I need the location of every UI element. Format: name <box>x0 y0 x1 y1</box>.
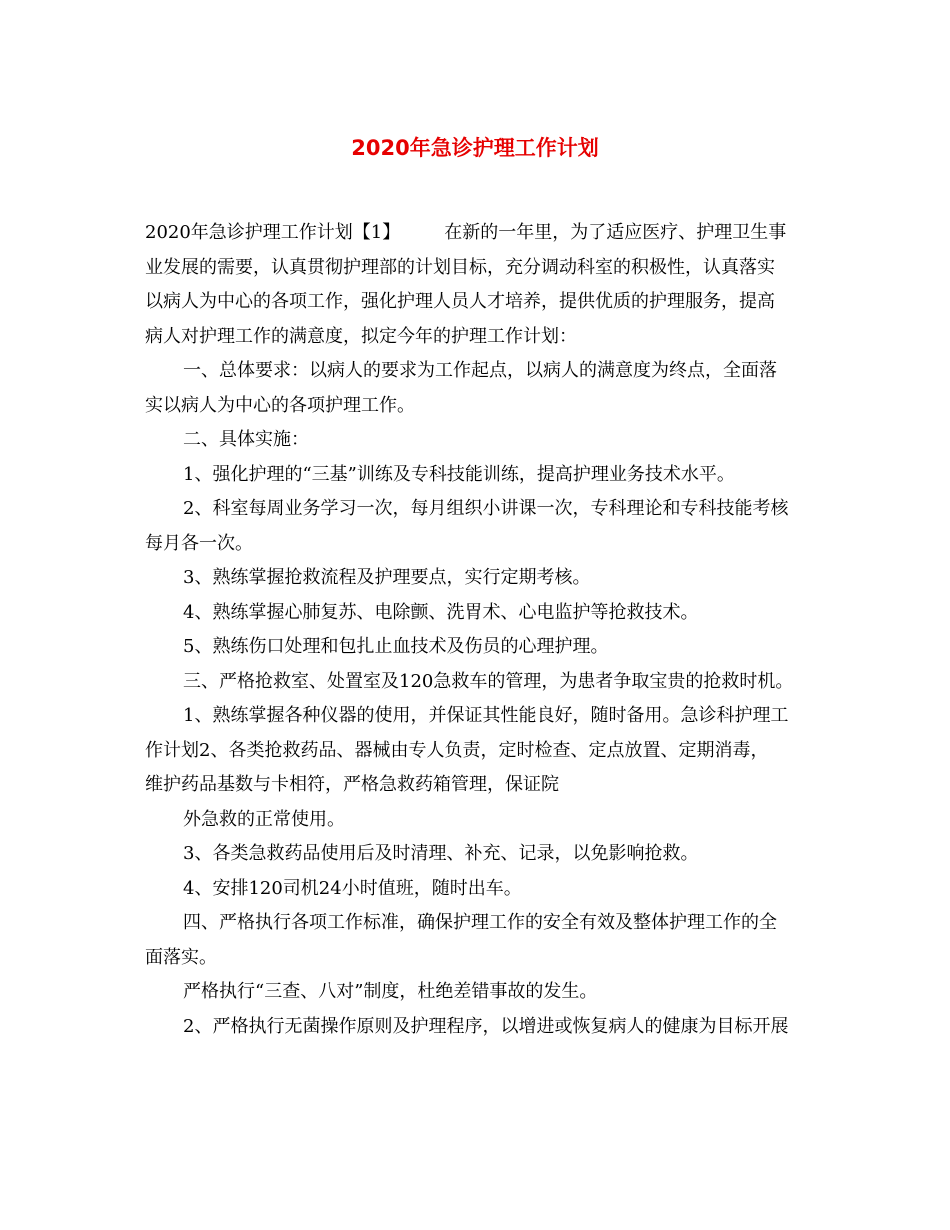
paragraph-line: 外急救的正常使用。 <box>183 808 345 830</box>
paragraph-line: 业发展的需要，认真贯彻护理部的计划目标，充分调动科室的积极性，认真落实 <box>145 256 775 278</box>
paragraph-line: 4、熟练掌握心肺复苏、电除颤、洗胃术、心电监护等抢救技术。 <box>183 601 699 623</box>
paragraph-line: 严格执行“三查、八对”制度，杜绝差错事故的发生。 <box>183 981 598 1002</box>
paragraph-line: 3、各类急救药品使用后及时清理、补充、记录，以免影响抢救。 <box>183 843 699 864</box>
paragraph-line: 每月各一次。 <box>145 532 253 554</box>
paragraph-line <box>145 216 810 251</box>
paragraph-line: 1、强化护理的“三基”训练及专科技能训练，提高护理业务技术水平。 <box>183 463 735 485</box>
paragraph-line: 四、严格执行各项工作标准，确保护理工作的安全有效及整体护理工作的全 <box>183 912 777 933</box>
paragraph-line: 三、严格抢救室、处置室及120急救车的管理，为患者争取宝贵的抢救时机。 <box>183 670 794 692</box>
paragraph-line: 2、严格执行无菌操作原则及护理程序，以增进或恢复病人的健康为目标开展 <box>183 1015 789 1037</box>
section-heading-inline: 2020年急诊护理工作计划【1】 <box>145 222 401 243</box>
document-body <box>145 216 810 1044</box>
paragraph-line: 5、熟练伤口处理和包扎止血技术及伤员的心理护理。 <box>183 636 609 657</box>
paragraph-line: 2、科室每周业务学习一次，每月组织小讲课一次，专科理论和专科技能考核 <box>183 498 789 519</box>
paragraph-line: 二、具体实施： <box>183 429 309 450</box>
paragraph-line: 面落实。 <box>145 946 217 968</box>
paragraph-line: 1、熟练掌握各种仪器的使用，并保证其性能良好，随时备用。急诊科护理工 <box>183 705 789 726</box>
paragraph-line: 维护药品基数与卡相符，严格急救药箱管理，保证院 <box>145 774 559 795</box>
paragraph-line: 实以病人为中心的各项护理工作。 <box>145 394 415 416</box>
paragraph-line: 一、总体要求：以病人的要求为工作起点，以病人的满意度为终点，全面落 <box>183 360 777 381</box>
paragraph-line: 病人对护理工作的满意度，拟定今年的护理工作计划： <box>145 325 577 347</box>
paragraph-line: 以病人为中心的各项工作，强化护理人员人才培养，提供优质的护理服务，提高 <box>145 291 775 312</box>
paragraph-line: 4、安排120司机24小时值班，随时出车。 <box>183 877 522 899</box>
paragraph-text: 在新的一年里，为了适应医疗、护理卫生事 <box>444 222 787 243</box>
paragraph-line: 3、熟练掌握抢救流程及护理要点，实行定期考核。 <box>183 567 591 588</box>
paragraph-line: 作计划2、各类抢救药品、器械由专人负责，定时检查、定点放置、定期消毒， <box>145 739 769 761</box>
document-title: 2020年急诊护理工作计划 <box>351 136 599 160</box>
